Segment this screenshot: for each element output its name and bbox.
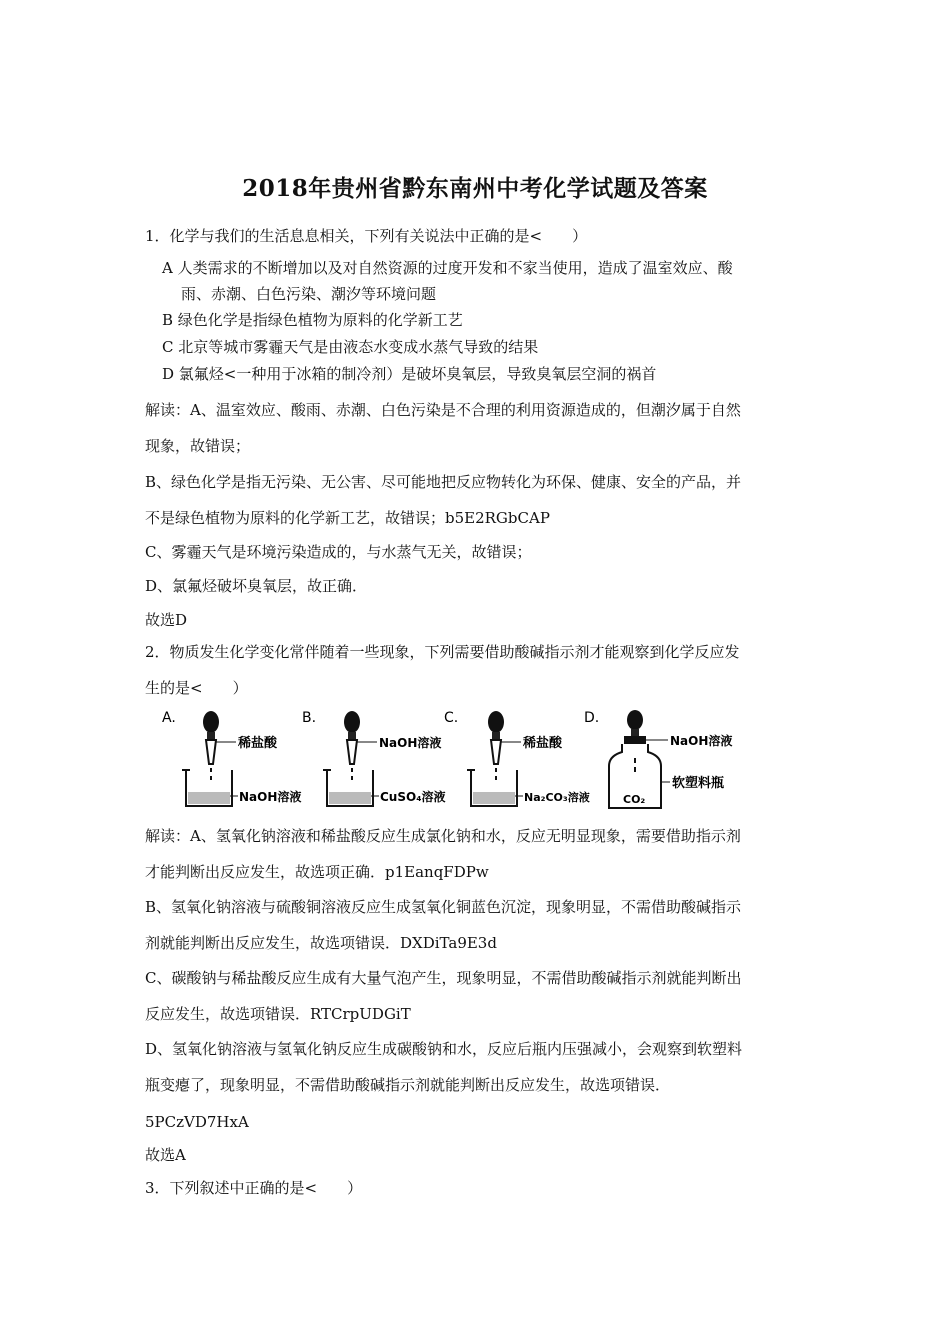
figure-b-bottom-label: CuSO₄溶液 <box>380 790 446 804</box>
figure-d <box>584 710 732 808</box>
question-3-stem: 3．下列叙述中正确的是< ） <box>145 1179 363 1197</box>
question-2-analysis-line: D、氢氧化钠溶液与氢氧化钠反应生成碳酸钠和水，反应后瓶内压强减小，会观察到软塑料 <box>145 1040 743 1058</box>
question-1-analysis-line: 现象，故错误； <box>145 437 251 455</box>
figure-c-top-label: 稀盐酸 <box>523 736 563 751</box>
question-1-analysis-line: C、雾霾天气是环境污染造成的，与水蒸气无关，故错误； <box>145 543 532 561</box>
question-1-option-b: B 绿色化学是指绿色植物为原料的化学新工艺 <box>162 311 463 329</box>
question-2-analysis-line: C、碳酸钠与稀盐酸反应生成有大量气泡产生，现象明显，不需借助酸碱指示剂就能判断出 <box>145 969 742 987</box>
figure-d-bottle-label: 软塑料瓶 <box>672 776 725 791</box>
question-2-stem-cont: 生的是< ） <box>145 679 248 697</box>
question-1-option-d: D 氯氟烃<一种用于冰箱的制冷剂）是破坏臭氧层，导致臭氧层空洞的祸首 <box>162 365 657 383</box>
figure-a-top-label: 稀盐酸 <box>238 736 278 751</box>
question-1-answer: 故选D <box>145 611 188 629</box>
question-2-analysis-line: 瓶变瘪了，现象明显，不需借助酸碱指示剂就能判断出反应发生，故选项错误． <box>145 1076 671 1094</box>
question-2-figures <box>160 706 740 814</box>
figure-a-bottom-label: NaOH溶液 <box>239 790 302 804</box>
question-1-analysis-line: B、绿色化学是指无污染、无公害、尽可能地把反应物转化为环保、健康、安全的产品，并 <box>145 473 742 491</box>
figure-d-letter: D. <box>584 710 600 726</box>
question-2-analysis-line: 才能判断出反应发生，故选项正确．p1EanqFDPw <box>145 863 489 881</box>
figure-a-letter: A. <box>162 710 176 726</box>
figure-c <box>444 710 590 806</box>
question-2-analysis-line: 剂就能判断出反应发生，故选项错误．DXDiTa9E3d <box>145 934 497 952</box>
question-2-analysis-line: 反应发生，故选项错误．RTCrpUDGiT <box>145 1005 411 1023</box>
figure-c-bottom-label: Na₂CO₃溶液 <box>524 791 590 804</box>
figure-a <box>162 710 301 806</box>
figure-d-top-label: NaOH溶液 <box>670 734 733 748</box>
question-1-analysis-line: 不是绿色植物为原料的化学新工艺，故错误；b5E2RGbCAP <box>145 509 550 527</box>
document-title: 2018年贵州省黔东南州中考化学试题及答案 <box>242 175 708 202</box>
question-1-option-a: A 人类需求的不断增加以及对自然资源的过度开发和不家当使用，造成了温室效应、酸 <box>162 259 733 277</box>
question-2-analysis-line: 解读：A、氢氧化钠溶液和稀盐酸反应生成氯化钠和水，反应无明显现象，需要借助指示剂 <box>145 827 741 845</box>
question-1-stem: 1．化学与我们的生活息息相关，下列有关说法中正确的是< ） <box>145 227 588 245</box>
figure-d-gas-label: CO₂ <box>623 793 646 806</box>
question-1-option-c: C 北京等城市雾霾天气是由液态水变成水蒸气导致的结果 <box>162 338 539 356</box>
figure-b-top-label: NaOH溶液 <box>379 736 442 750</box>
question-1-option-a-cont: 雨、赤潮、白色污染、潮汐等环境问题 <box>181 285 437 303</box>
figure-c-letter: C. <box>444 710 459 726</box>
question-1-analysis-line: D、氯氟烃破坏臭氧层，故正确． <box>145 577 368 595</box>
question-2-stem: 2．物质发生化学变化常伴随着一些现象，下列需要借助酸碱指示剂才能观察到化学反应发 <box>145 643 740 661</box>
question-2-answer: 故选A <box>145 1146 186 1164</box>
question-2-analysis-line: 5PCzVD7HxA <box>145 1113 249 1131</box>
figure-b <box>302 710 445 806</box>
question-1-analysis-line: 解读：A、温室效应、酸雨、赤潮、白色污染是不合理的利用资源造成的，但潮汐属于自然 <box>145 401 741 419</box>
question-2-analysis-line: B、氢氧化钠溶液与硫酸铜溶液反应生成氢氧化铜蓝色沉淀，现象明显，不需借助酸碱指示 <box>145 898 742 916</box>
figure-b-letter: B. <box>302 710 317 726</box>
